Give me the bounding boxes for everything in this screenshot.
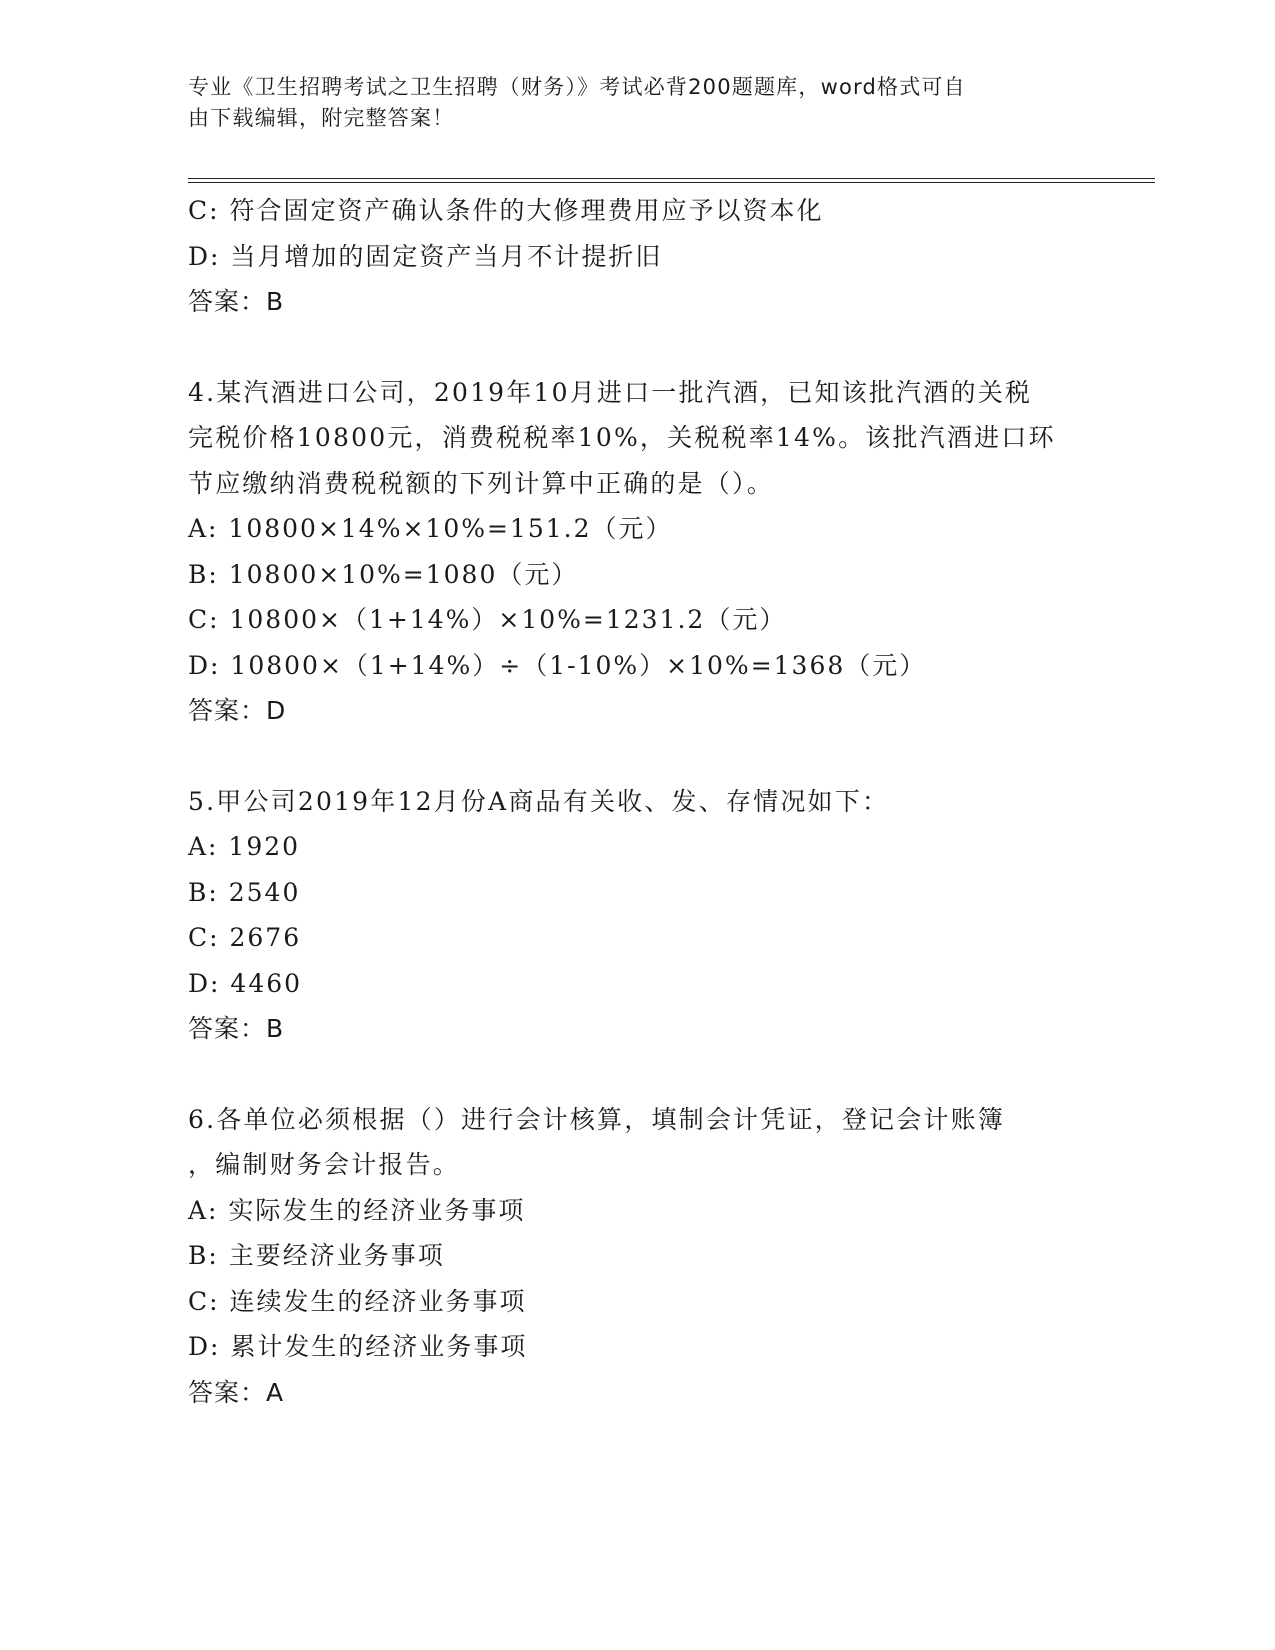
q5-option-d: D: 4460 [188,968,303,998]
q4-stem-line-3: 节应缴纳消费税税额的下列计算中正确的是（）。 [188,468,774,498]
q6-stem-line-2: ，编制财务会计报告。 [188,1150,461,1179]
header-line-1: 专业《卫生招聘考试之卫生招聘（财务）》考试必背200题题库，word格式可自 [188,75,966,99]
spacer [188,734,1088,779]
question-3-continued [188,188,1088,325]
q6-stem-line-1: 6.各单位必须根据（）进行会计核算，填制会计凭证，登记会计账簿 [188,1104,1006,1134]
question-4 [188,370,1088,734]
q4-option-c: C: 10800×（1+14%）×10%=1231.2（元） [188,605,787,634]
header-line-2: 由下载编辑，附完整答案！ [188,106,455,130]
q4-stem-line-2: 完税价格10800元，消费税税率10%，关税税率14%。该批汽酒进口环 [188,423,1056,452]
q3-option-c: C: 符合固定资产确认条件的大修理费用应予以资本化 [188,196,824,225]
q5-option-a: A: 1920 [188,832,301,861]
q6-answer: 答案：A [188,1377,285,1407]
q6-option-d: D: 累计发生的经济业务事项 [188,1332,528,1361]
q6-option-b: B: 主要经济业务事项 [188,1241,445,1270]
q5-option-c: C: 2676 [188,923,302,952]
q5-answer: 答案：B [188,1014,285,1043]
q3-option-d: D: 当月增加的固定资产当月不计提折旧 [188,241,663,271]
q5-stem-line-1: 5.甲公司2019年12月份A商品有关收、发、存情况如下： [188,786,890,816]
q5-option-b: B: 2540 [188,877,301,907]
question-list [188,188,1088,1415]
spacer [188,325,1088,370]
q4-option-d: D: 10800×（1+14%）÷（1-10%）×10%=1368（元） [188,650,927,680]
q3-answer: 答案：B [188,287,285,316]
question-5 [188,779,1088,1052]
q4-stem-line-1: 4.某汽酒进口公司，2019年10月进口一批汽酒，已知该批汽酒的关税 [188,377,1033,407]
q6-option-a: A: 实际发生的经济业务事项 [188,1195,526,1225]
q6-option-c: C: 连续发生的经济业务事项 [188,1286,527,1316]
page-header [188,72,1088,134]
spacer [188,1052,1088,1097]
q4-option-b: B: 10800×10%=1080（元） [188,559,579,589]
header-divider [188,178,1155,183]
question-6 [188,1097,1088,1416]
q4-option-a: A: 10800×14%×10%=151.2（元） [188,514,673,543]
q4-answer: 答案：D [188,696,287,725]
